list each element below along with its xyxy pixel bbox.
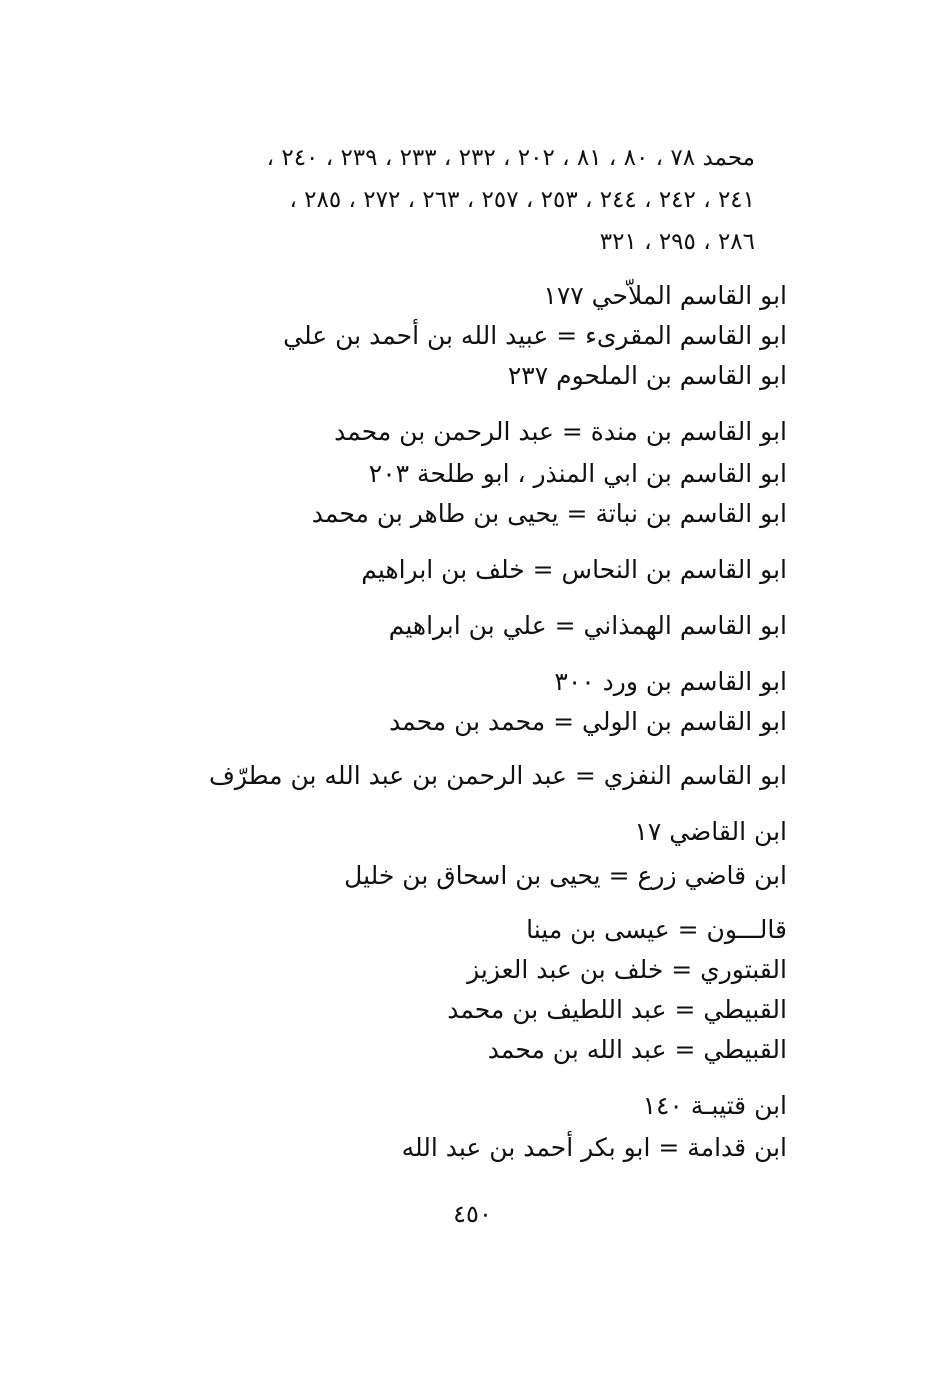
index-entry: ابو القاسم بن ورد ٣٠٠ bbox=[554, 667, 787, 696]
index-entry: ابو القاسم النفزي = عبد الرحمن بن عبد الله بن مطرّف bbox=[208, 761, 787, 790]
index-entry: ابو القاسم بن مندة = عبد الرحمن بن محمد bbox=[334, 417, 787, 446]
index-entry-muhammad-line-1: محمد ٧٨ ، ٨٠ ، ٨١ ، ٢٠٢ ، ٢٣٢ ، ٢٣٣ ، ٢٣٩ ، ٢٤٠ ، bbox=[266, 145, 755, 171]
index-entry: ابو القاسم بن ابي المنذر ، ابو طلحة ٢٠٣ bbox=[368, 459, 787, 488]
index-entry: ابو القاسم بن الملحوم ٢٣٧ bbox=[507, 361, 787, 390]
index-entry: ابو القاسم بن النحاس = خلف بن ابراهيم bbox=[361, 555, 787, 584]
index-entry: ابو القاسم الهمذاني = علي بن ابراهيم bbox=[388, 611, 787, 640]
page-number: ٤٥٠ bbox=[453, 1200, 492, 1228]
index-entry: ابن قاضي زرع = يحيى بن اسحاق بن خليل bbox=[344, 861, 787, 890]
index-entry: القبيطي = عبد اللطيف بن محمد bbox=[447, 995, 787, 1024]
index-entry: ابو القاسم بن نباتة = يحيى بن طاهر بن محمد bbox=[311, 499, 787, 528]
index-entry: ابو القاسم بن الولي = محمد بن محمد bbox=[389, 707, 787, 736]
index-entry: ابو القاسم المقرىء = عبيد الله بن أحمد بن علي bbox=[283, 321, 787, 350]
index-entry: القبتوري = خلف بن عبد العزيز bbox=[467, 955, 787, 984]
index-entry: ابو القاسم الملاّحي ١٧٧ bbox=[543, 281, 787, 310]
index-entry: ابن قدامة = ابو بكر أحمد بن عبد الله bbox=[401, 1133, 787, 1162]
index-entry-muhammad-line-3: ٢٨٦ ، ٢٩٥ ، ٣٢١ bbox=[599, 229, 755, 255]
index-entry: ابن قتيبـة ١٤٠ bbox=[642, 1091, 787, 1120]
index-entry: قالـــون = عيسى بن مينا bbox=[526, 915, 787, 944]
index-entry: ابن القاضي ١٧ bbox=[634, 817, 787, 846]
index-entry-muhammad-line-2: ٢٤١ ، ٢٤٢ ، ٢٤٤ ، ٢٥٣ ، ٢٥٧ ، ٢٦٣ ، ٢٧٢ ، ٢٨٥ ، bbox=[289, 187, 755, 213]
index-entry: القبيطي = عبد الله بن محمد bbox=[487, 1035, 787, 1064]
